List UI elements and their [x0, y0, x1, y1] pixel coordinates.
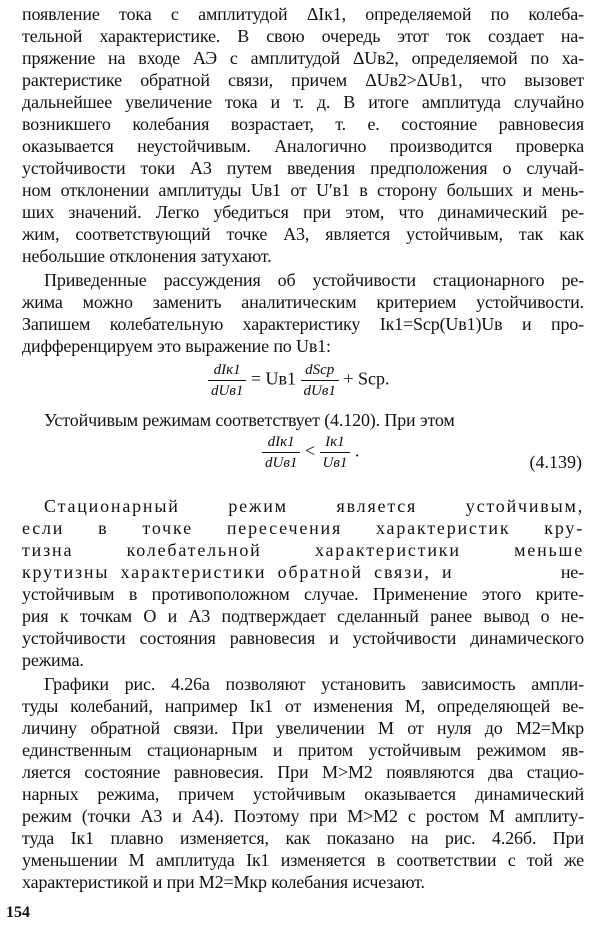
text-line: устойчивым в противоположном случае. Применение этого крите- — [22, 584, 584, 604]
text-line: дальнейшее увеличение тока и т. д. В итоге амплитуда случайно — [22, 92, 584, 112]
text-line: характеристикой и при M2=Mкр колебания исчезают. — [22, 872, 425, 892]
equation-part: . — [354, 440, 360, 461]
text-line: Устойчивым режимам соответствует (4.120). При этом — [44, 410, 455, 430]
equation-part: = Uв1 — [250, 368, 296, 389]
text-line: оказывается неустойчивым. Аналогично производится проверка — [22, 136, 584, 156]
text-line: небольшие отклонения затухают. — [22, 246, 272, 266]
text-line: пряжение на входе АЭ с амплитудой ΔUв2, определяемой по ха- — [22, 48, 584, 68]
equation-part: + Sср. — [343, 368, 390, 389]
text-line: дифференцируем это выражение по Uв1: — [22, 336, 331, 356]
equation-stability-criterion — [262, 432, 359, 473]
text-line: крутизны характеристики обратной связи, и не- — [22, 562, 584, 582]
equation-derivative — [208, 360, 390, 401]
text-line: устойчивости состояния равновесия и устойчивости динамического — [22, 628, 584, 648]
text-line: устойчивости токи A3 путем введения предположения о случай- — [22, 158, 584, 178]
fraction: $\frac{\text{dIк1}}{\text{dUв1}}$ — [262, 432, 300, 473]
text-line: тельной характеристике. В свою очередь этот ток создает на- — [22, 26, 584, 46]
text-line: рия к точкам O и A3 подтверждает сделанный ранее вывод о не- — [22, 606, 584, 626]
text-line: ном отклонении амплитуды Uв1 от U′в1 в сторону больших и мень- — [22, 180, 584, 200]
text-line: жим, соответствующий точке A3, является устойчивым, так как — [22, 224, 584, 244]
page-number: 154 — [6, 904, 30, 921]
text-line: нарных режима, причем устойчивым оказывается динамический — [22, 784, 584, 804]
text-line: Приведенные рассуждения об устойчивости стационарного ре- — [44, 270, 584, 290]
equation-number: (4.139) — [529, 452, 582, 472]
text-line: тизна колебательной характеристики меньше — [22, 540, 584, 560]
text-line: жима можно заменить аналитическим критерием устойчивости. — [22, 292, 584, 312]
text-line: ляется состояние равновесия. При M>M2 появляются два стацио- — [22, 762, 584, 782]
text-line: единственным стационарным и притом устойчивым режимом яв- — [22, 740, 584, 760]
text-line: уменьшении M амплитуда Iк1 изменяется в соответствии с той же — [22, 850, 584, 870]
text-line: Графики рис. 4.26а позволяют установить зависимость ампли- — [44, 674, 584, 694]
fraction: $\frac{\text{dSср}}{\text{dUв1}}$ — [301, 360, 339, 401]
text-line: режима. — [22, 650, 84, 670]
text-line: рактеристике обратной связи, причем ΔUв2>ΔUв1, что вызовет — [22, 70, 584, 90]
text-line: режим (точки A3 и A4). Поэтому при M>M2 с ростом M амплиту- — [22, 806, 584, 826]
text-line: если в точке пересечения характеристик кру- — [22, 518, 584, 538]
text-line: туда Iк1 плавно изменяется, как показано на рис. 4.26б. При — [22, 828, 584, 848]
text-line: Запишем колебательную характеристику Iк1=Sср(Uв1)Uв и про- — [22, 314, 584, 334]
text-line: Стационарный режим является устойчивым, — [44, 496, 584, 516]
text-line: возникшего колебания возрастает, т. е. состояние равновесия — [22, 114, 584, 134]
equation-part: < — [304, 440, 315, 461]
text-line: личину обратной связи. При увеличении M от нуля до M2=Mкр — [22, 718, 584, 738]
fraction: $\frac{\text{dIк1}}{\text{dUв1}}$ — [208, 360, 246, 401]
text-line: туды колебаний, например Iк1 от изменения M, определяющей ве- — [22, 696, 584, 716]
text-line: появление тока с амплитудой ΔIк1, определяемой по колеба- — [22, 4, 584, 24]
fraction: $\frac{Iк1}{Uв1}$ — [320, 432, 351, 473]
text-line: ших значений. Легко убедиться при этом, что динамический ре- — [22, 202, 584, 222]
